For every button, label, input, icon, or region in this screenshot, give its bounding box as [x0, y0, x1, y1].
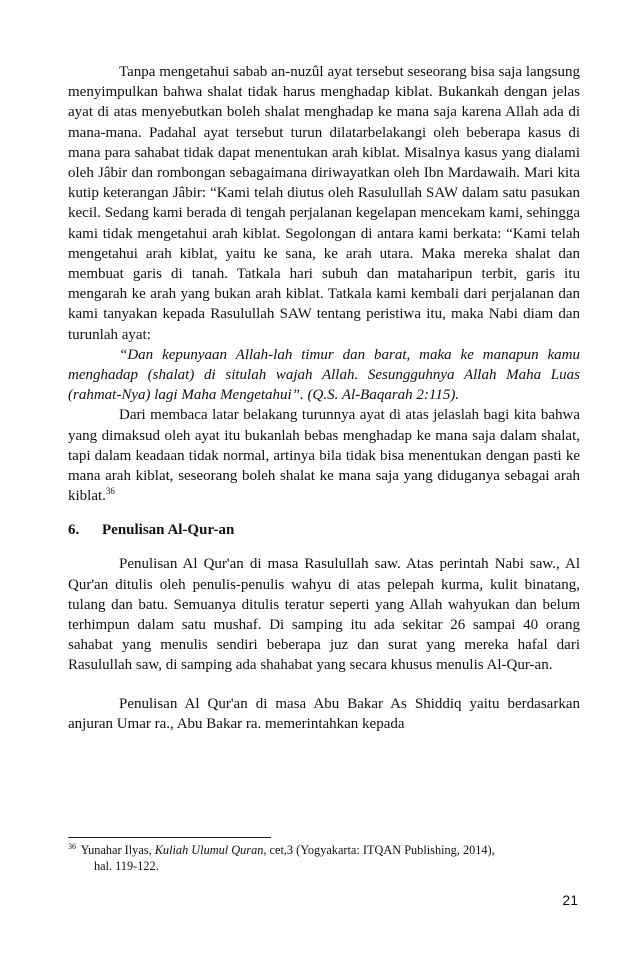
footnote-divider — [68, 837, 271, 838]
section-title: Penulisan Al-Qur-an — [102, 522, 235, 539]
quran-quote: “Dan kepunyaan Allah-lah timur dan barat, maka ke manapun kamu menghadap (shalat) di situlah wajah Allah. Sesungguhnya Allah Maha Luas (rahmat-Nya) lagi Maha Mengetahui”. (Q.S. Al-Baqarah 2:115). — [68, 346, 580, 404]
paragraph-spacer — [68, 676, 580, 694]
footnote-number: 36 — [68, 841, 76, 851]
paragraph-rasulullah-era: Penulisan Al Qur'an di masa Rasulullah saw. Atas perintah Nabi saw., Al Qur'an ditulis oleh penulis-penulis wahyu di atas pelepah kurma, kulit binatang, tulang dan batu. Semuanya ditulis teratur seperti yang Allah wahyukan dan belum terhimpun dalam satu mushaf. Di samping itu ada sekitar 26 sampai 40 orang sahabat yang menulis sendiri beberapa juz dan surat yang mereka hafal dari Rasulullah saw, di samping ada shahabat yang secara khusus menulis Al-Qur-an. — [68, 556, 580, 674]
paragraph-conclusion — [68, 405, 580, 506]
footnote-author: Yunahar Ilyas, — [80, 843, 155, 857]
footnote — [68, 842, 558, 874]
footnote-publication: , cet,3 (Yogyakarta: ITQAN Publishing, 2014), — [263, 843, 495, 857]
page-body — [68, 62, 580, 734]
paragraph-abu-bakar-era: Penulisan Al Qur'an di masa Abu Bakar As Shiddiq yaitu berdasarkan anjuran Umar ra., Abu Bakar ra. memerintahkan kepada — [68, 695, 580, 732]
paragraph-conclusion-text: Dari membaca latar belakang turunnya ayat di atas jelaslah bagi kita bahwa yang dimaksud oleh ayat itu bukanlah bebas menghadap ke mana saja dalam shalat, tapi dalam keadaan tidak normal, artinya bila tidak bisa menentukan dengan pasti ke mana arah kiblat, seseorang boleh shalat ke mana saja yang diduganya sebagai arah kiblat. — [68, 407, 580, 505]
section-number: 6. — [68, 522, 80, 539]
footnote-reference[interactable]: 36 — [105, 486, 115, 497]
section-heading — [68, 520, 580, 540]
page-number: 21 — [562, 892, 578, 908]
footnote-pages: hal. 119-122. — [94, 859, 159, 873]
footnote-book-title: Kuliah Ulumul Quran — [154, 843, 264, 857]
paragraph-asbab-nuzul: Tanpa mengetahui sabab an-nuzûl ayat tersebut seseorang bisa saja langsung menyimpulkan bahwa shalat tidak harus menghadap kiblat. Bukankah dengan jelas ayat di atas menyebutkan boleh shalat menghadap ke mana saja karena Allah ada di mana-mana. Padahal ayat tersebut turun dilatarbelakangi oleh beberapa kasus di mana para sahabat tidak dapat menentukan arah kiblat. Misalnya kasus yang dialami oleh Jâbir dan rombongan sebagaimana diriwayatkan oleh Ibn Mardawaih. Mari kita kutip keterangan Jâbir: “Kami telah diutus oleh Rasulullah SAW dalam satu pasukan kecil. Sedang kami berada di tengah perjalanan kegelapan mencekam kami, sehingga kami tidak mengetahui arah kiblat. Segolongan di antara kami berkata: “Kami telah mengetahui arah kiblat, yaitu ke sana, ke arah utara. Maka mereka shalat dan membuat garis di tanah. Tatkala hari subuh dan mataharipun terbit, garis itu mengarah ke arah yang bukan arah kiblat. Tatkala kami kembali dari perjalanan dan kami tanyakan kepada Rasulullah SAW tentang peristiwa itu, maka Nabi diam dan turunlah ayat: — [68, 64, 580, 343]
